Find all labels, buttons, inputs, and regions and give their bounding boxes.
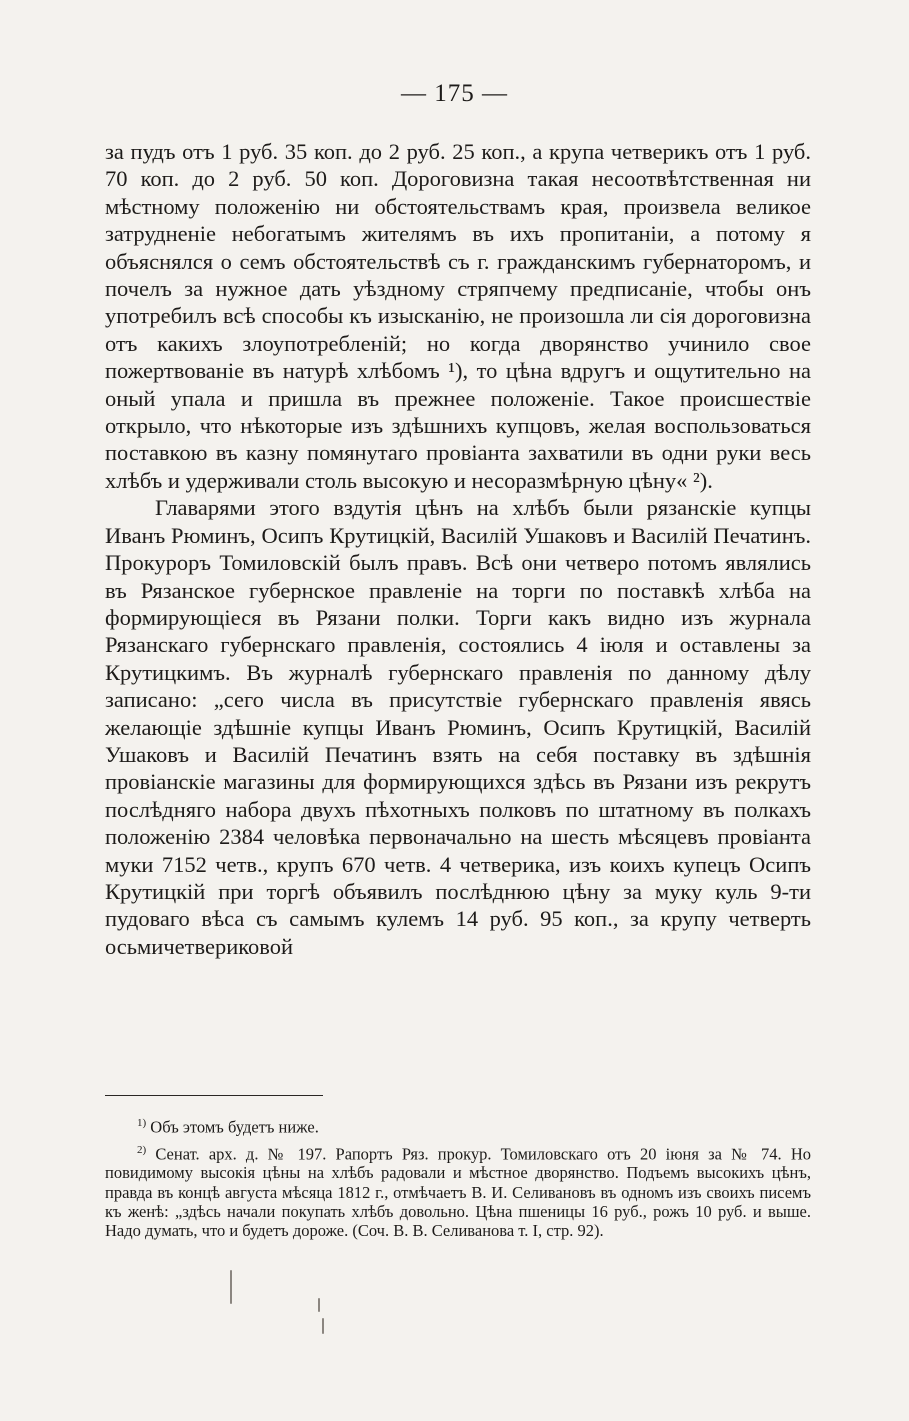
footnote-2 (105, 1141, 811, 1241)
paragraph-2: Главарями этого вздутія цѣнъ на хлѣбъ были рязанскіе купцы Иванъ Рюминъ, Осипъ Крутицкій, Василій Ушаковъ и Василій Печатинъ. Прокуроръ Томиловскій былъ правъ. Всѣ они четверо потомъ являлись въ Рязанское губернское правленіе на торги по поставкѣ хлѣба на формирующіеся въ Рязани полки. Торги какъ видно изъ журнала Рязанскаго губернскаго правленія, состоялись 4 іюля и оставлены за Крутицкимъ. Въ журналѣ губернскаго правленія по данному дѣлу записано: „сего числа въ присутствіе губернскаго правленія явясь желающіе здѣшніе купцы Иванъ Рюминъ, Осипъ Крутицкій, Василій Ушаковъ и Василій Печатинъ взять на себя поставку въ здѣшнія провіанскіе магазины для формирующихся здѣсь въ Рязани изъ рекрутъ послѣдняго набора двухъ пѣхотныхъ полковъ по штатному въ полкахъ положенію 2384 человѣка первоначально на шесть мѣсяцевъ провіанта муки 7152 четв., крупъ 670 четв. 4 четверика, изъ коихъ купецъ Осипъ Крутицкій при торгѣ объявилъ послѣднюю цѣну за муку куль 9-ти пудоваго вѣса съ самымъ кулемъ 14 руб. 95 коп., за крупу четверть осьмичетвериковой (105, 495, 811, 959)
footnote-mark: 2) (137, 1143, 147, 1156)
paper-speck (322, 1318, 324, 1334)
page-number: — 175 — (401, 80, 508, 107)
paragraph-1: за пудъ отъ 1 руб. 35 коп. до 2 руб. 25 коп., а крупа четверикъ отъ 1 руб. 70 коп. до 2 руб. 50 коп. Дороговизна такая несоотвѣтственная ни мѣстному положенію ни обстоятельствамъ края, произвела великое затрудненіе небогатымъ жителямъ въ ихъ пропитаніи, а потому я объяснялся о семъ обстоятельствѣ съ г. гражданскимъ губернаторомъ, и почелъ за нужное дать уѣздному стряпчему предписаніе, чтобы онъ употребилъ всѣ способы къ изысканію, не произошла ли сія дороговизна отъ какихъ злоупотребленій; но когда дворянство учинило свое пожертвованіе въ натурѣ хлѣбомъ ¹), то цѣна вдругъ и ощутительно на оный упала и пришла въ прежнее положеніе. Такое происшествіе открыло, что нѣкоторые изъ здѣшнихъ купцовъ, желая воспользоваться поставкою въ казну помянутаго провіанта захватили въ одни руки весь хлѣбъ и удерживали столь высокую и несоразмѣрную цѣну« ²). (105, 139, 811, 493)
footnote-mark: 1) (137, 1117, 147, 1129)
paper-speck (318, 1298, 320, 1312)
footnote-text: Сенат. арх. д. № 197. Рапортъ Ряз. прокур. Томиловскаго отъ 20 іюня за № 74. Но повидимому высокія цѣны на хлѣбъ радовали и мѣстное дворянство. Подъемъ высокихъ цѣнъ, правда въ концѣ августа мѣсяца 1812 г., отмѣчаетъ В. И. Селивановъ въ одномъ изъ своихъ писемъ къ женѣ: „здѣсь начали покупать хлѣбъ довольно. Цѣна пшеницы 16 руб., рожъ 10 руб. и выше. Надо думать, что и будетъ дороже. (Соч. В. В. Селиванова т. I, стр. 92). (105, 1144, 811, 1241)
footnotes (105, 1114, 811, 1240)
footnote-text: Объ этомъ будетъ ниже. (150, 1117, 319, 1137)
footnote-divider (105, 1095, 323, 1096)
footnote-1 (105, 1114, 811, 1137)
main-text (105, 138, 811, 960)
paper-speck (230, 1270, 232, 1304)
